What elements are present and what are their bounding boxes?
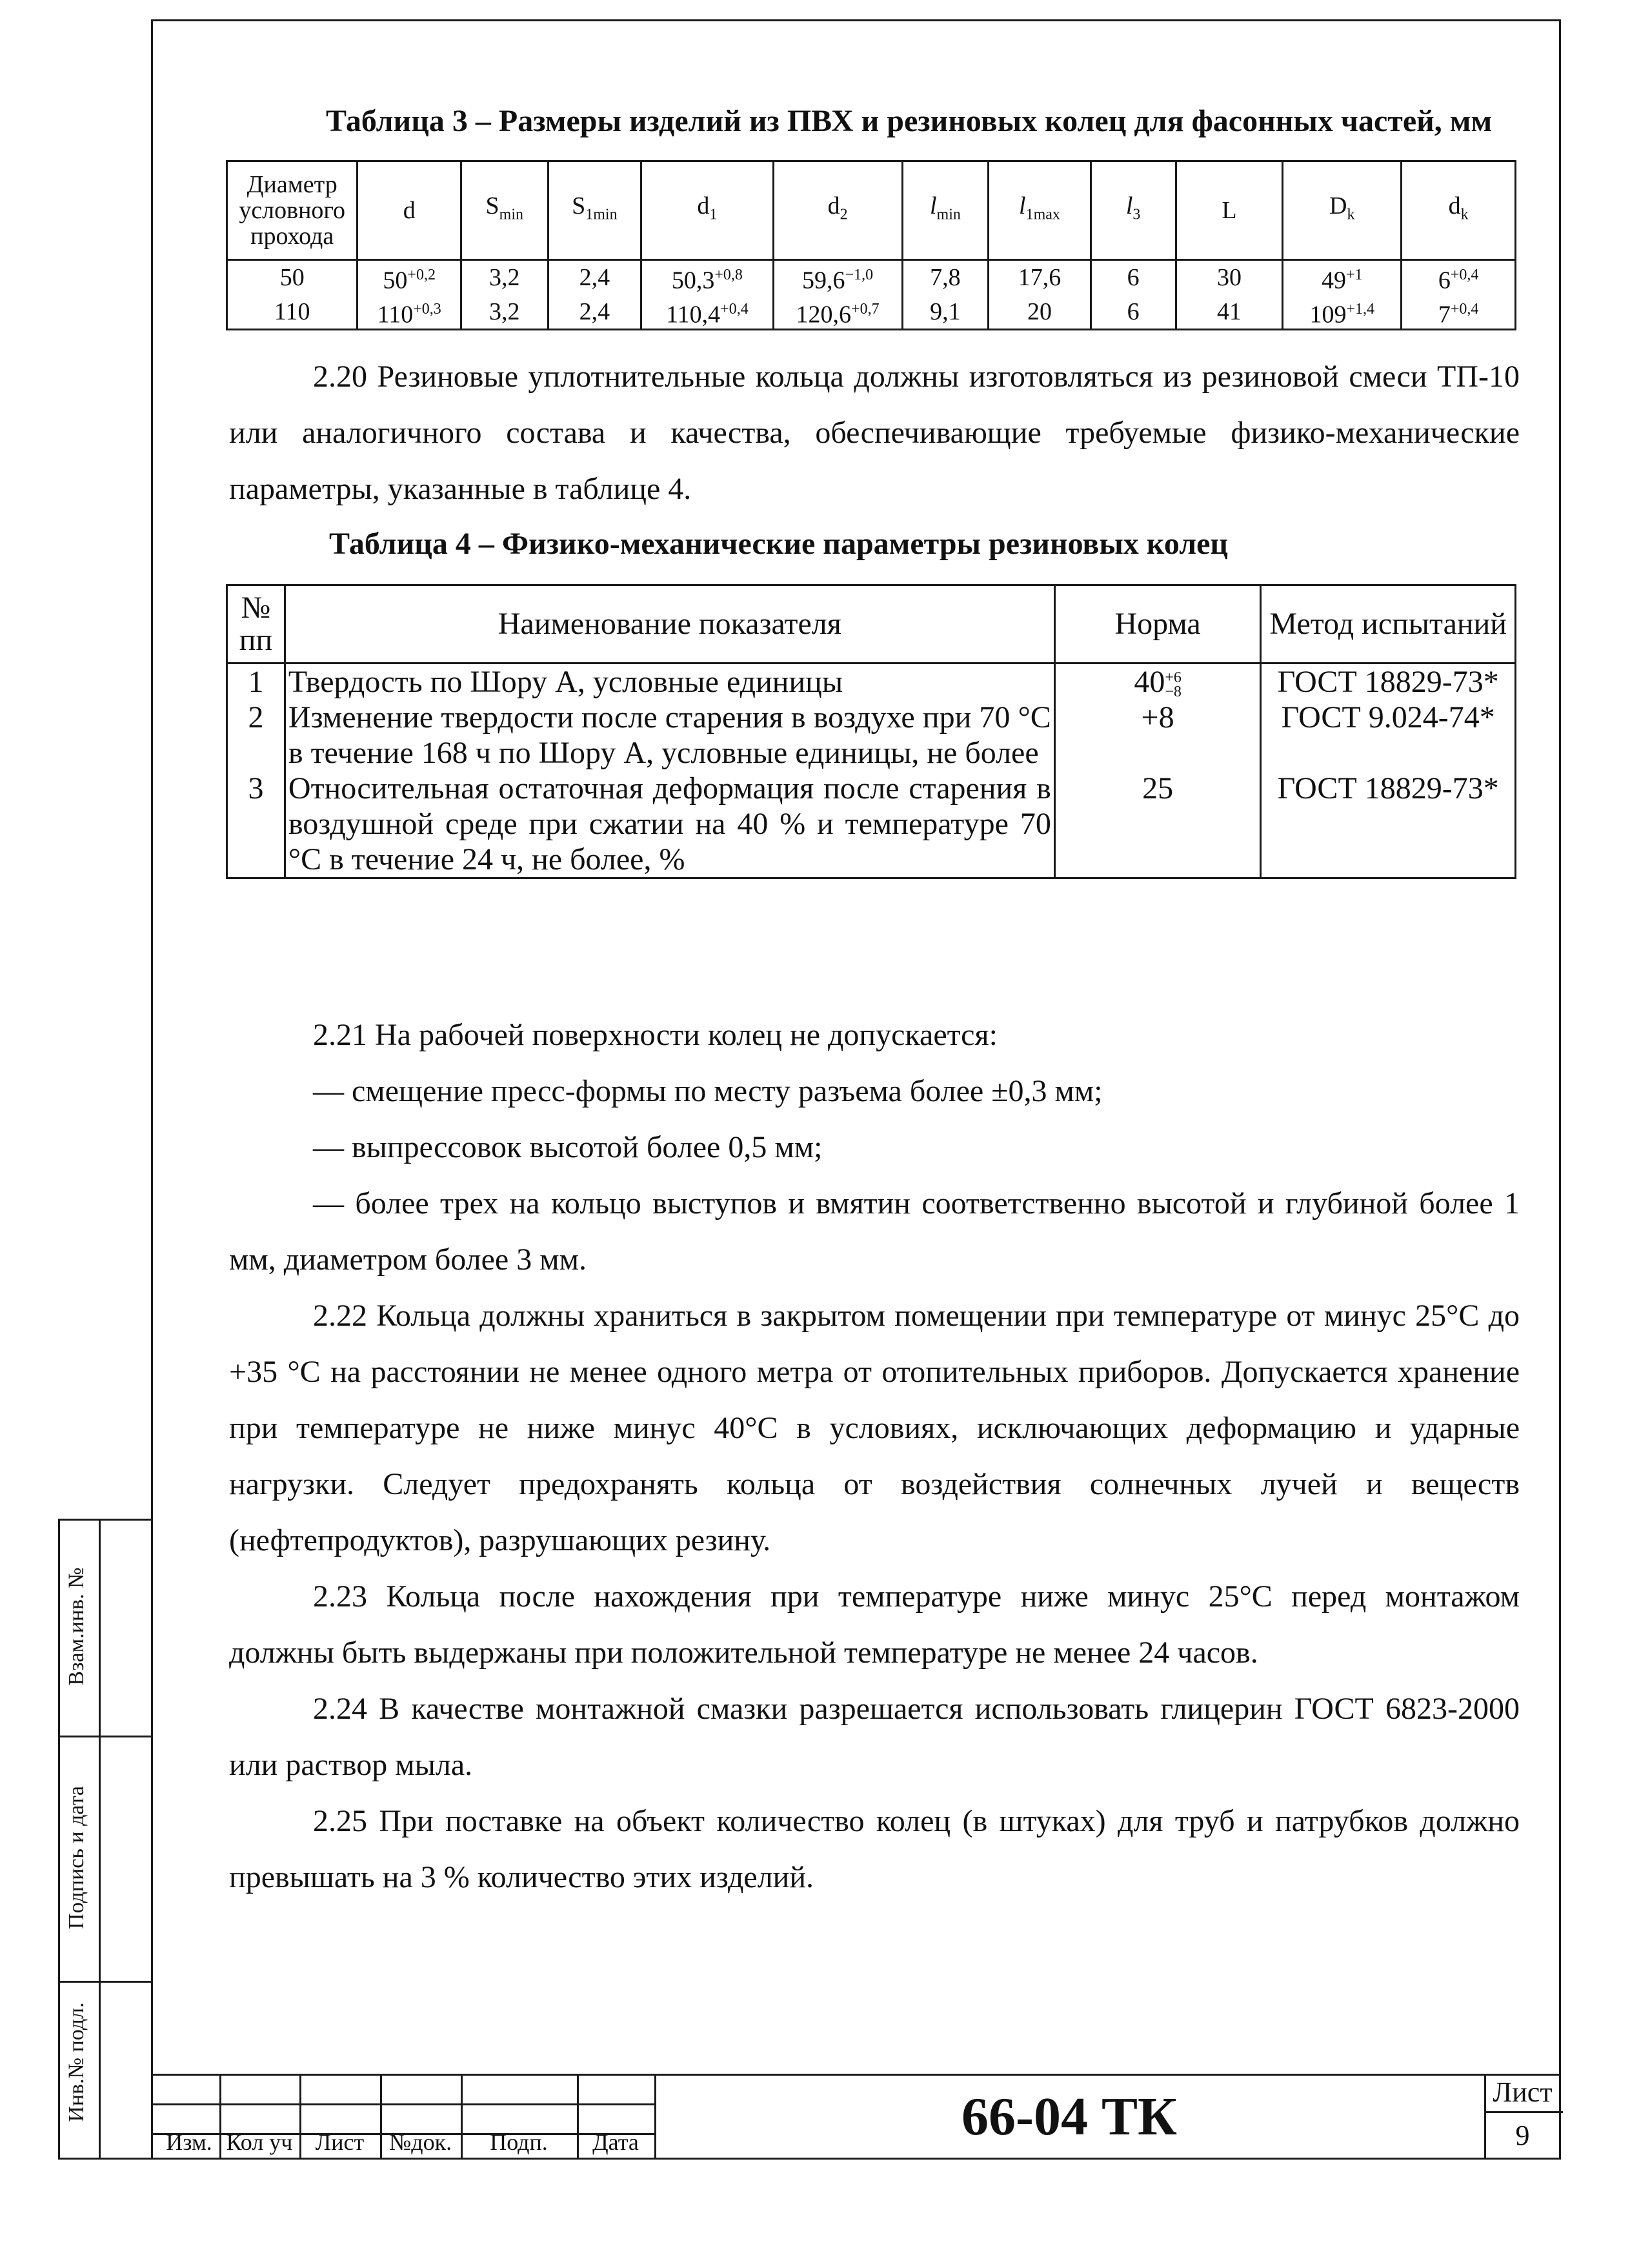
tb-list: Лист: [315, 2129, 365, 2155]
table-row: 3 Относительная остаточная деформация после старения в воздушной среде при сжатии на 40 % и температуре 70 °С в течение 24 ч, не более, % 25 ГОСТ 18829-73*: [227, 771, 1516, 878]
t3-header-l1max: $l_{1max}$: [989, 161, 1091, 260]
table-row: 2 Изменение твердости после старения в воздухе при 70 °С в течение 168 ч по Шору А, условные единицы, не более +8 ГОСТ 9.024-74*: [227, 700, 1516, 771]
t3-header-smin: $S_{min}$: [461, 161, 548, 260]
tb-data: Дата: [592, 2129, 639, 2155]
t3-header-s1min: $S_{1min}$: [548, 161, 641, 260]
t4-header-name: Наименование показателя: [285, 585, 1054, 663]
t4-header-norm: Норма: [1054, 585, 1261, 663]
t3-header-dk: $d_k$: [1402, 161, 1516, 260]
para-2-24: 2.24 В качестве монтажной смазки разрешается использовать глицерин ГОСТ 6823-2000 или раствор мыла.: [229, 1692, 1520, 1782]
table-row: 1 Твердость по Шору А, условные единицы 40+6 −8 ГОСТ 18829-73*: [227, 663, 1516, 700]
side-podpis-label: Подпись и дата: [65, 1786, 88, 1929]
tb-ndok: №док.: [388, 2129, 452, 2155]
table4-caption: Таблица 4 – Физико-механические параметры резиновых колец: [329, 527, 1229, 561]
t4-header-method: Метод испытаний: [1261, 585, 1516, 663]
t3-header-dn: Диаметр условного прохода: [227, 161, 357, 260]
para-2-21: 2.21 На рабочей поверхности колец не допускается:: [313, 1018, 998, 1052]
table3-caption: Таблица 3 – Размеры изделий из ПВХ и резиновых колец для фасонных частей, мм: [326, 104, 1493, 138]
t3-header-l3: $l_3$: [1091, 161, 1176, 260]
dash-item-2: — выпрессовок высотой более 0,5 мм;: [313, 1130, 823, 1164]
table-row: 50 $50^{+0,2}$ 3,2 2,4 $50,3^{+0,8}$ $59,6^{-1,0}$ 7,8 17,6 6 30 $49^{+1}$ $6^{+0,4}$: [227, 260, 1516, 295]
document-code: 66-04 ТК: [961, 2087, 1177, 2147]
t3-header-d: d: [357, 161, 461, 260]
side-inv-label: Инв.№ подл.: [65, 2002, 88, 2122]
sheet-number: 9: [1515, 2120, 1530, 2151]
para-2-25: 2.25 При поставке на объект количество колец (в штуках) для труб и патрубков должно превышать на 3 % количество этих изделий.: [229, 1804, 1520, 1894]
t4-header-num: № пп: [227, 585, 285, 663]
para-2-22: 2.22 Кольца должны храниться в закрытом помещении при температуре от минус 25°С до +35 °С на расстоянии не менее одного метра от отопительных приборов. Допускается хранение при температуре не ниже минус 40°С в условиях, исключающих деформацию и ударные нагрузки. Следует предохранять кольца от воздействия солнечных лучей и веществ (нефтепродуктов), разрушающих резину.: [229, 1299, 1520, 1557]
t3-header-Dk: $D_k$: [1283, 161, 1402, 260]
para-2-23: 2.23 Кольца после нахождения при температуре ниже минус 25°С перед монтажом должны быть выдержаны при положительной температуре не менее 24 часов.: [229, 1579, 1520, 1670]
t3-header-lmin: $l_{min}$: [902, 161, 989, 260]
tb-kol: Кол уч: [226, 2129, 293, 2155]
sheet-label: Лист: [1493, 2076, 1553, 2108]
t3-header-L: L: [1176, 161, 1283, 260]
table3: [226, 160, 1516, 330]
t3-header-d2: $d_2$: [773, 161, 902, 260]
dash-item-3: — более трех на кольцо выступов и вмятин соответственно высотой и глубиной более 1 мм, диаметром более 3 мм.: [229, 1186, 1520, 1277]
table4: [226, 584, 1516, 879]
t3-header-d1: $d_1$: [641, 161, 773, 260]
table-row: 110 $110^{+0,3}$ 3,2 2,4 $110,4^{+0,4}$ $120,6^{+0,7}$ 9,1 20 6 41 $109^{+1,4}$ $7^{+0,4}$: [227, 295, 1516, 330]
tb-podp: Подп.: [490, 2129, 548, 2155]
para-2-20: 2.20 Резиновые уплотнительные кольца должны изготовляться из резиновой смеси ТП-10 или аналогичного состава и качества, обеспечивающие требуемые физико-механические параметры, указанные в таблице 4.: [229, 359, 1520, 506]
side-vzam-label: Взам.инв. №: [65, 1567, 88, 1686]
tb-izm: Изм.: [166, 2129, 212, 2155]
dash-item-1: — смещение пресс-формы по месту разъема более ±0,3 мм;: [313, 1074, 1103, 1108]
